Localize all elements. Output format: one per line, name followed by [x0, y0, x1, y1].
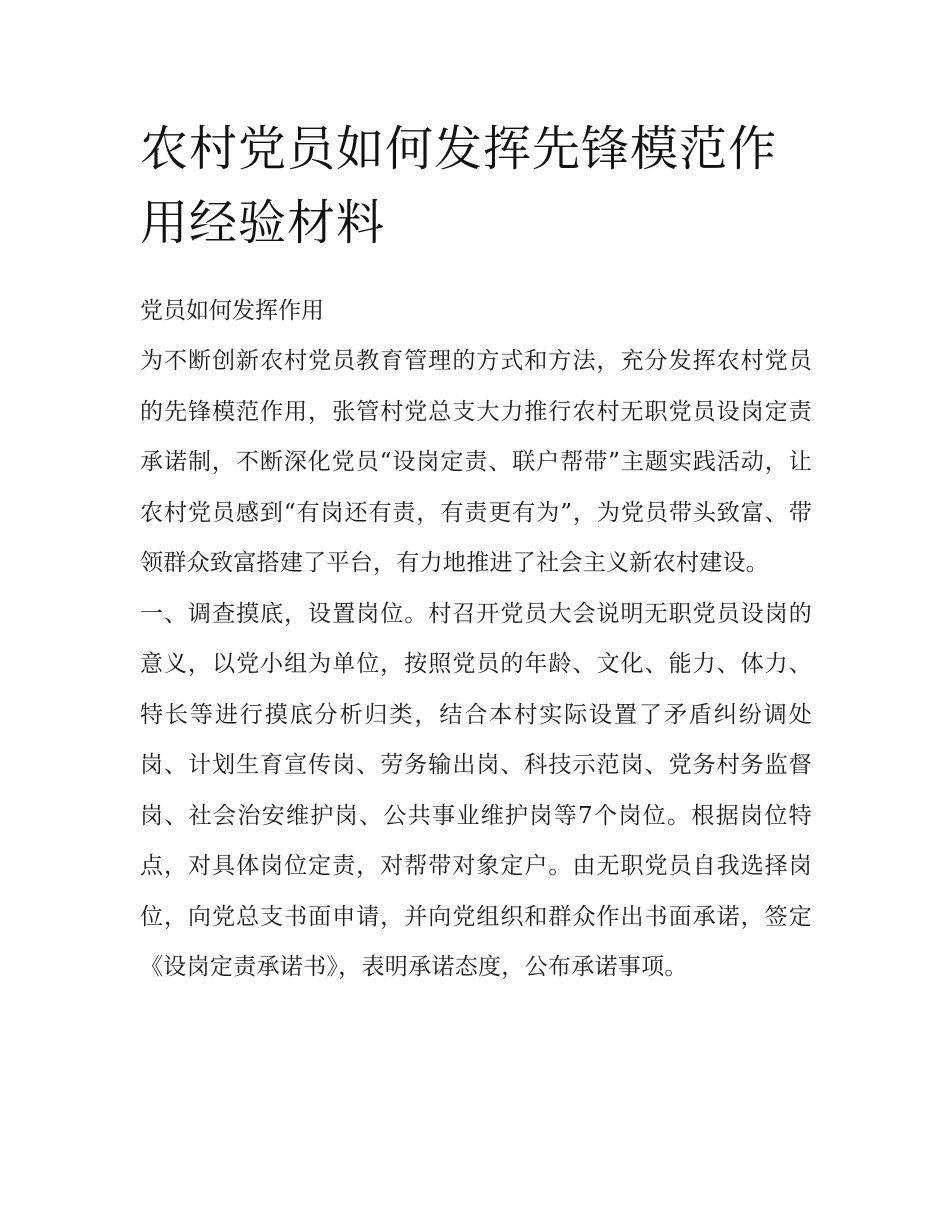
paragraph-section-one: 一、调查摸底，设置岗位。村召开党员大会说明无职党员设岗的意义，以党小组为单位，按照党员的年龄、文化、能力、体力、特长等进行摸底分析归类，结合本村实际设置了矛盾纠纷调处岗、计划生育宣传岗、劳务输出岗、科技示范岗、党务村务监督岗、社会治安维护岗、公共事业维护岗等7个岗位。根据岗位特点，对具体岗位定责，对帮带对象定户。由无职党员自我选择岗位，向党总支书面申请，并向党组织和群众作出书面承诺，签定《设岗定责承诺书》，表明承诺态度，公布承诺事项。 [140, 600, 812, 980]
document-title: 农村党员如何发挥先锋模范作用经验材料 [140, 121, 778, 251]
paragraph-intro: 为不断创新农村党员教育管理的方式和方法，充分发挥农村党员的先锋模范作用，张管村党总支大力推行农村无职党员设岗定责承诺制，不断深化党员“设岗定责、联户帮带”主题实践活动，让农村党员感到“有岗还有责，有责更有为”，为党员带头致富、带领群众致富搭建了平台，有力地推进了社会主义新农村建设。 [140, 348, 812, 576]
document-page [140, 112, 812, 993]
document-subtitle: 党员如何发挥作用 [140, 298, 324, 324]
